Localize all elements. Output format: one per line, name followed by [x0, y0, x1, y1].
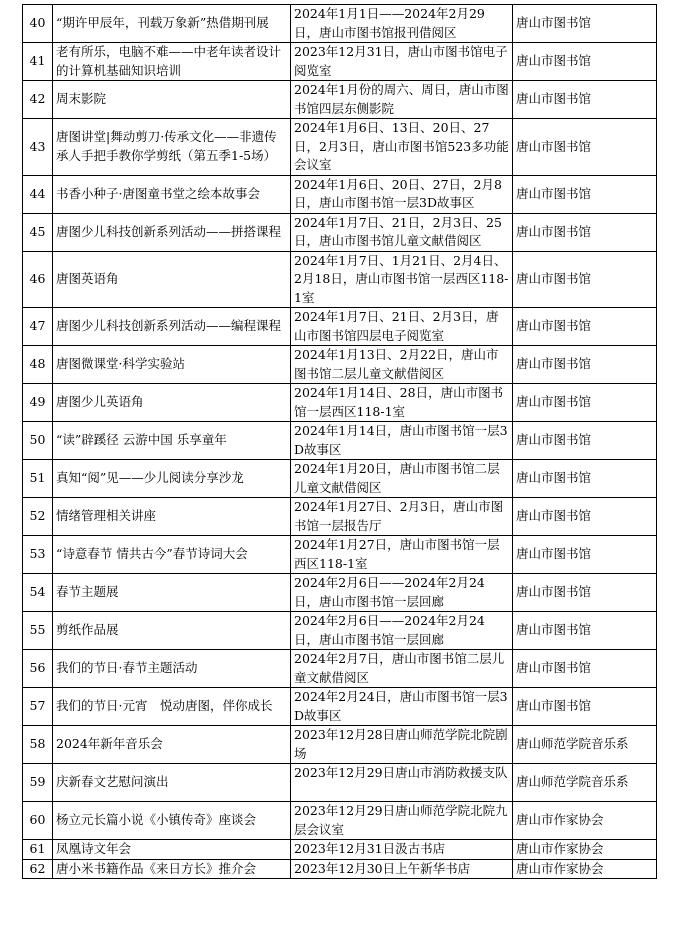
event-name: 2024年新年音乐会 [53, 726, 291, 764]
event-date-location: 2024年1月7日、21日，2月3日、25日，唐山市图书馆儿童文献借阅区 [291, 213, 513, 251]
event-organizer: 唐山市图书馆 [513, 612, 657, 650]
table-row [23, 574, 657, 612]
row-number: 54 [23, 574, 53, 612]
event-date-location: 2024年2月7日，唐山市图书馆二层儿童文献借阅区 [291, 650, 513, 688]
event-name: 剪纸作品展 [53, 612, 291, 650]
event-date-location: 2023年12月31日汲古书店 [291, 840, 513, 860]
event-date-location: 2023年12月28日唐山师范学院北院剧场 [291, 726, 513, 764]
event-organizer: 唐山师范学院音乐系 [513, 764, 657, 802]
event-name: 凤凰诗文年会 [53, 840, 291, 860]
row-number: 49 [23, 384, 53, 422]
event-date-location: 2024年2月6日——2024年2月24日，唐山市图书馆一层回廊 [291, 574, 513, 612]
row-number: 57 [23, 688, 53, 726]
event-name: “读”辟蹊径 云游中国 乐享童年 [53, 422, 291, 460]
event-name: 我们的节日·元宵 悦动唐图，伴你成长 [53, 688, 291, 726]
event-date-location: 2023年12月30日上午新华书店 [291, 859, 513, 879]
event-organizer: 唐山市图书馆 [513, 536, 657, 574]
event-organizer: 唐山市作家协会 [513, 859, 657, 879]
event-organizer: 唐山师范学院音乐系 [513, 726, 657, 764]
table-row [23, 251, 657, 308]
table-row [23, 384, 657, 422]
event-organizer: 唐山市图书馆 [513, 384, 657, 422]
event-name: 唐图少儿英语角 [53, 384, 291, 422]
table-row [23, 43, 657, 81]
events-table-body [23, 5, 657, 879]
event-date-location: 2024年2月6日——2024年2月24日，唐山市图书馆一层回廊 [291, 612, 513, 650]
table-row [23, 840, 657, 860]
event-organizer: 唐山市作家协会 [513, 802, 657, 840]
event-organizer: 唐山市图书馆 [513, 460, 657, 498]
table-row [23, 498, 657, 536]
event-name: “诗意春节 情共古今”春节诗词大会 [53, 536, 291, 574]
event-date-location: 2023年12月29日唐山市消防救援支队 [291, 764, 513, 802]
row-number: 40 [23, 5, 53, 43]
row-number: 61 [23, 840, 53, 860]
row-number: 52 [23, 498, 53, 536]
table-row [23, 308, 657, 346]
event-name: 春节主题展 [53, 574, 291, 612]
event-date-location: 2024年1月份的周六、周日，唐山市图书馆四层东侧影院 [291, 81, 513, 119]
table-row [23, 650, 657, 688]
row-number: 60 [23, 802, 53, 840]
event-organizer: 唐山市作家协会 [513, 840, 657, 860]
event-date-location: 2024年1月13日、2月22日，唐山市图书馆二层儿童文献借阅区 [291, 346, 513, 384]
event-organizer: 唐山市图书馆 [513, 175, 657, 213]
event-organizer: 唐山市图书馆 [513, 213, 657, 251]
event-name: 我们的节日·春节主题活动 [53, 650, 291, 688]
event-name: 唐图英语角 [53, 251, 291, 308]
event-name: 唐图少儿科技创新系列活动——拼搭课程 [53, 213, 291, 251]
event-name: 唐图少儿科技创新系列活动——编程课程 [53, 308, 291, 346]
table-row [23, 802, 657, 840]
row-number: 51 [23, 460, 53, 498]
row-number: 58 [23, 726, 53, 764]
row-number: 59 [23, 764, 53, 802]
event-date-location: 2024年1月1日——2024年2月29日，唐山市图书馆报刊借阅区 [291, 5, 513, 43]
event-organizer: 唐山市图书馆 [513, 574, 657, 612]
event-date-location: 2024年1月6日、13日、20日、27日，2月3日，唐山市图书馆523多功能会议室 [291, 119, 513, 176]
event-date-location: 2024年1月14日、28日，唐山市图书馆一层西区118-1室 [291, 384, 513, 422]
event-name: 杨立元长篇小说《小镇传奇》座谈会 [53, 802, 291, 840]
row-number: 42 [23, 81, 53, 119]
row-number: 48 [23, 346, 53, 384]
row-number: 45 [23, 213, 53, 251]
table-row [23, 536, 657, 574]
row-number: 53 [23, 536, 53, 574]
event-organizer: 唐山市图书馆 [513, 650, 657, 688]
event-name: 周末影院 [53, 81, 291, 119]
event-organizer: 唐山市图书馆 [513, 346, 657, 384]
table-row [23, 5, 657, 43]
event-date-location: 2024年1月7日、21日、2月3日，唐山市图书馆四层电子阅览室 [291, 308, 513, 346]
table-row [23, 422, 657, 460]
row-number: 43 [23, 119, 53, 176]
event-name: “期许甲辰年，刊载万象新”热借期刊展 [53, 5, 291, 43]
event-name: 唐小米书籍作品《来日方长》推介会 [53, 859, 291, 879]
row-number: 55 [23, 612, 53, 650]
events-table [22, 4, 657, 879]
event-name: 老有所乐，电脑不难——中老年读者设计的计算机基础知识培训 [53, 43, 291, 81]
table-row [23, 460, 657, 498]
table-row [23, 213, 657, 251]
table-row [23, 119, 657, 176]
event-name: 唐图微课堂·科学实验站 [53, 346, 291, 384]
table-row [23, 81, 657, 119]
event-organizer: 唐山市图书馆 [513, 81, 657, 119]
event-date-location: 2024年1月14日，唐山市图书馆一层3D故事区 [291, 422, 513, 460]
event-name: 情绪管理相关讲座 [53, 498, 291, 536]
event-date-location: 2023年12月29日唐山师范学院北院九层会议室 [291, 802, 513, 840]
row-number: 50 [23, 422, 53, 460]
row-number: 46 [23, 251, 53, 308]
event-organizer: 唐山市图书馆 [513, 119, 657, 176]
table-row [23, 726, 657, 764]
event-name: 真知“阅”见——少儿阅读分享沙龙 [53, 460, 291, 498]
event-organizer: 唐山市图书馆 [513, 422, 657, 460]
event-name: 唐图讲堂|舞动剪刀·传承文化——非遗传承人手把手教你学剪纸（第五季1-5场） [53, 119, 291, 176]
event-date-location: 2024年1月7日、1月21日、2月4日、2月18日，唐山市图书馆一层西区118-1室 [291, 251, 513, 308]
table-row [23, 346, 657, 384]
event-date-location: 2024年2月24日，唐山市图书馆一层3D故事区 [291, 688, 513, 726]
table-row [23, 764, 657, 802]
event-date-location: 2024年1月27日、2月3日，唐山市图书馆一层报告厅 [291, 498, 513, 536]
event-organizer: 唐山市图书馆 [513, 308, 657, 346]
row-number: 44 [23, 175, 53, 213]
table-row [23, 688, 657, 726]
event-organizer: 唐山市图书馆 [513, 688, 657, 726]
row-number: 41 [23, 43, 53, 81]
event-date-location: 2023年12月31日，唐山市图书馆电子阅览室 [291, 43, 513, 81]
table-row [23, 859, 657, 879]
event-date-location: 2024年1月6日、20日、27日，2月8日，唐山市图书馆一层3D故事区 [291, 175, 513, 213]
row-number: 47 [23, 308, 53, 346]
row-number: 62 [23, 859, 53, 879]
event-organizer: 唐山市图书馆 [513, 251, 657, 308]
table-row [23, 175, 657, 213]
event-name: 书香小种子·唐图童书堂之绘本故事会 [53, 175, 291, 213]
event-name: 庆新春文艺慰问演出 [53, 764, 291, 802]
event-date-location: 2024年1月20日，唐山市图书馆二层儿童文献借阅区 [291, 460, 513, 498]
table-row [23, 612, 657, 650]
event-organizer: 唐山市图书馆 [513, 498, 657, 536]
row-number: 56 [23, 650, 53, 688]
event-organizer: 唐山市图书馆 [513, 5, 657, 43]
event-organizer: 唐山市图书馆 [513, 43, 657, 81]
event-date-location: 2024年1月27日，唐山市图书馆一层西区118-1室 [291, 536, 513, 574]
